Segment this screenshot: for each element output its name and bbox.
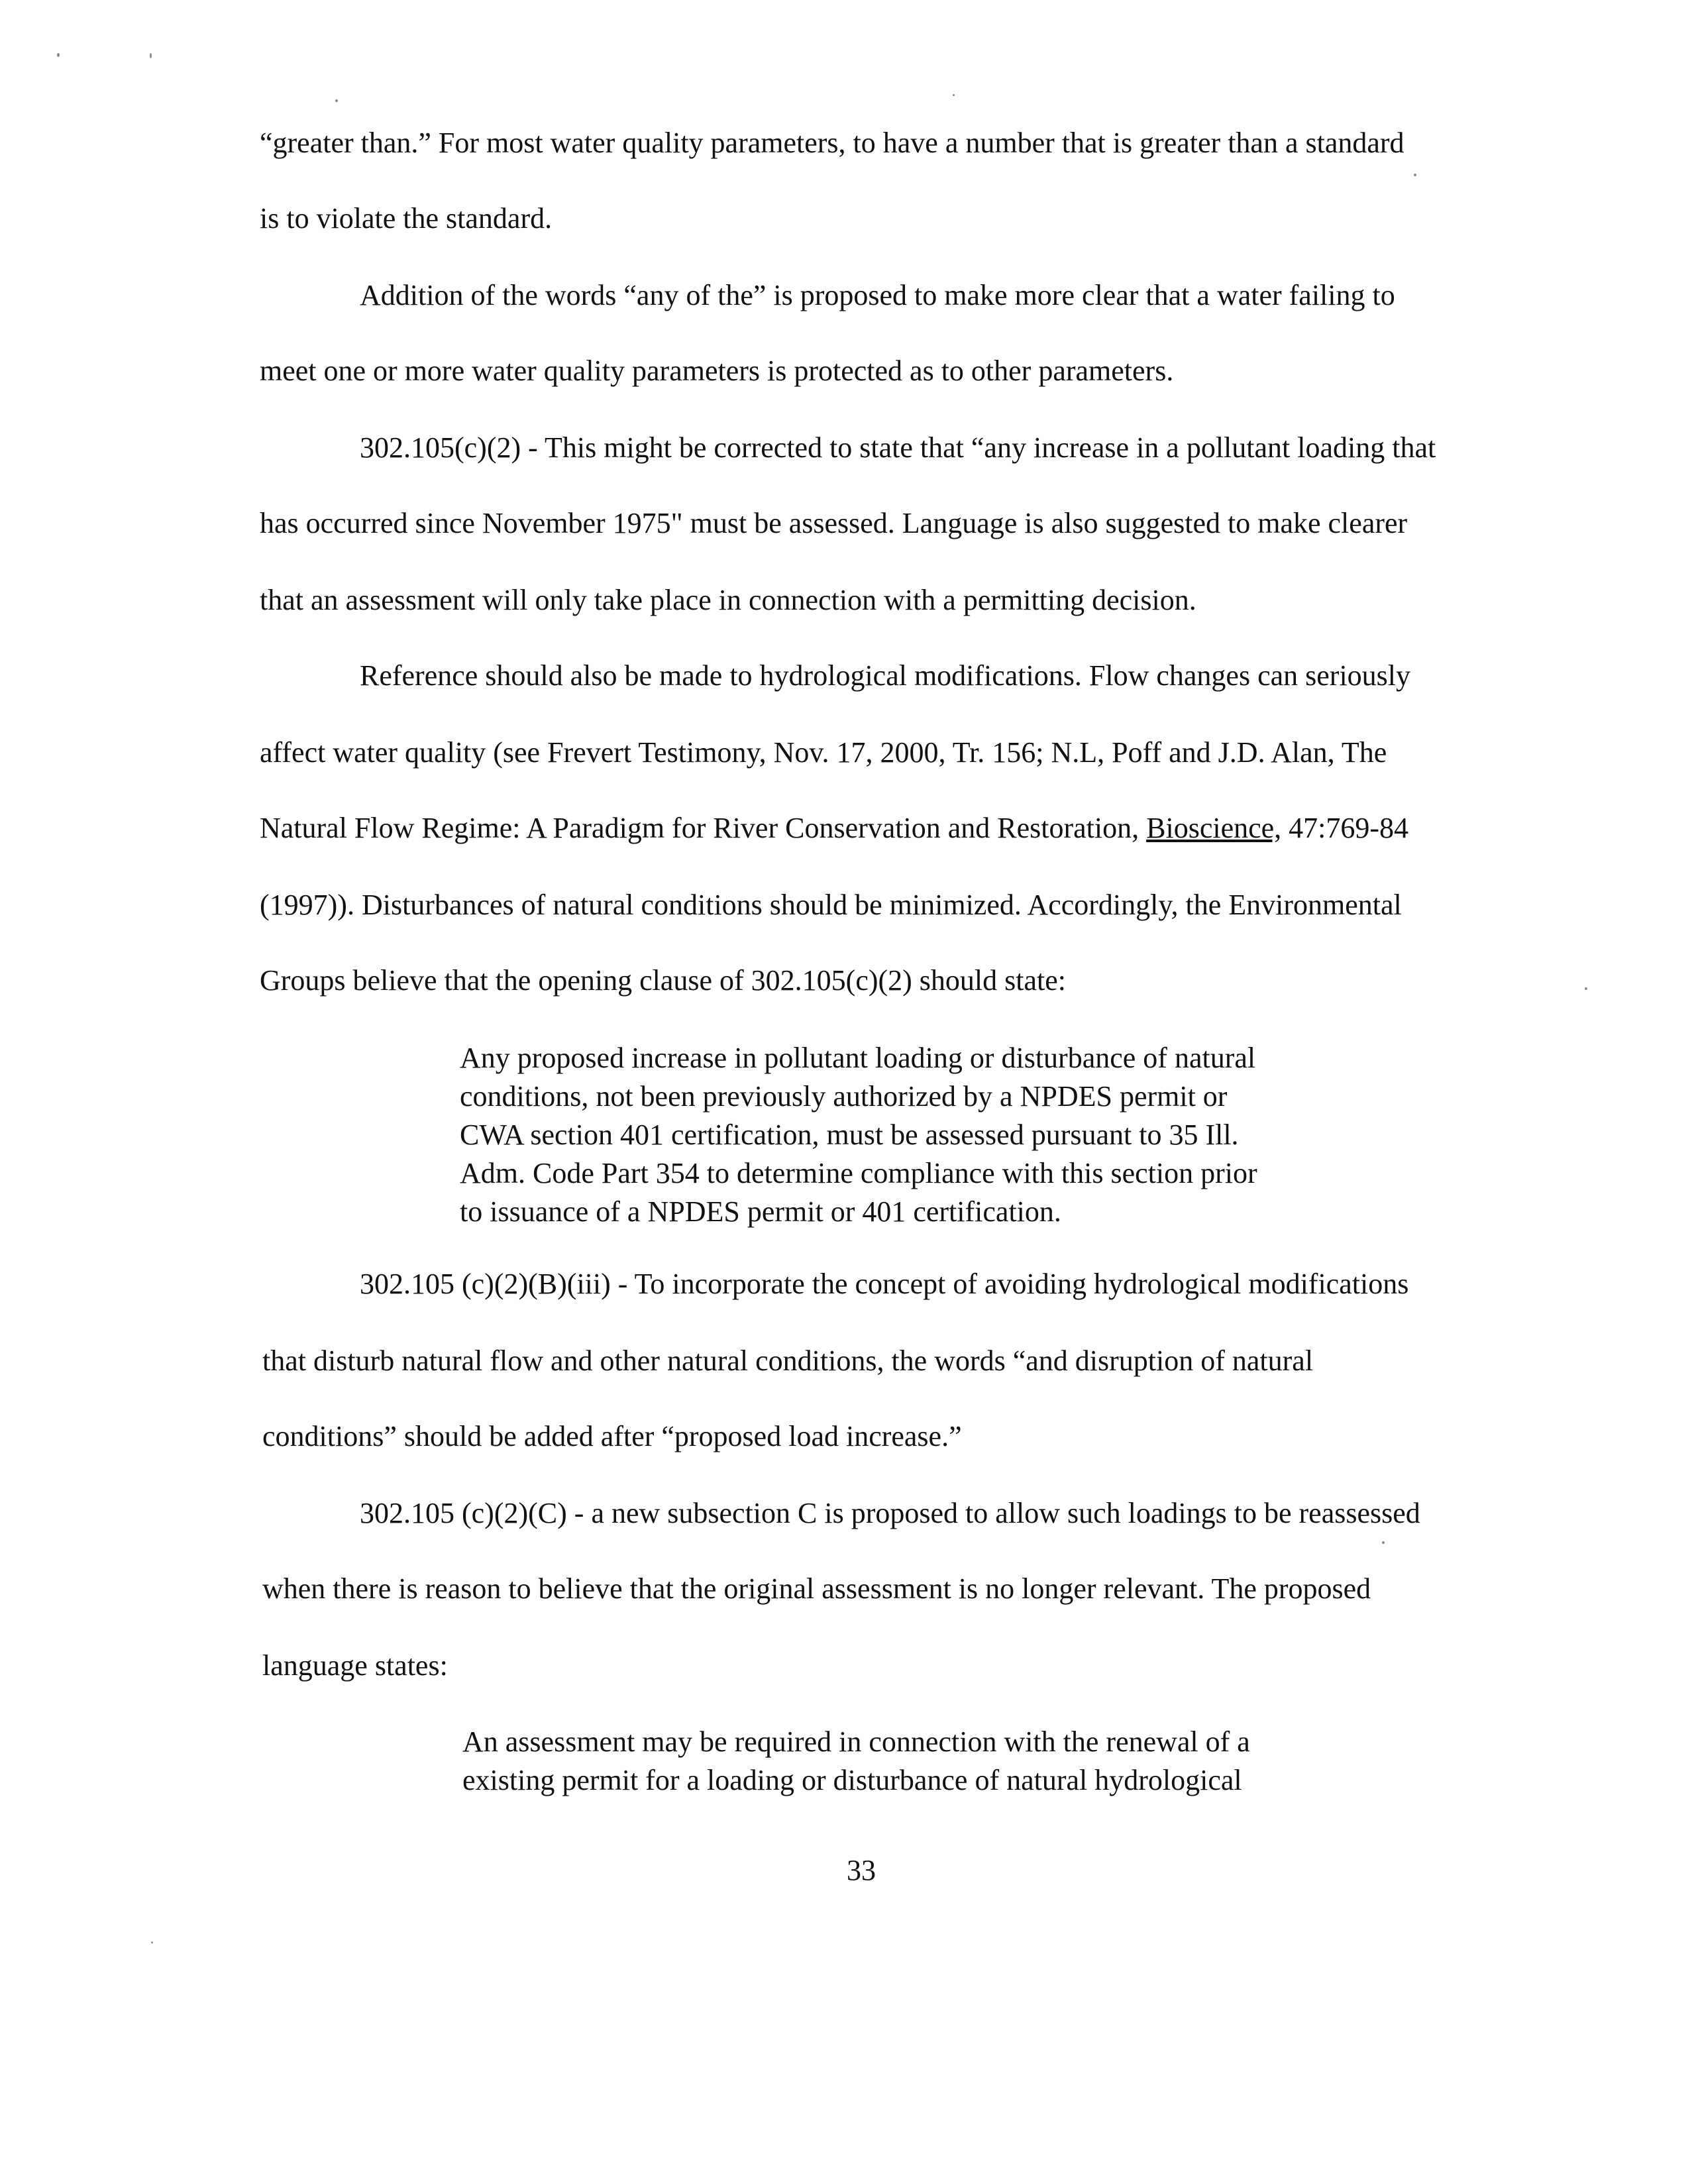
text-line: 302.105 (c)(2)(B)(iii) - To incorporate the concept of avoiding hydrological modifications	[360, 1268, 1409, 1300]
text-line: Reference should also be made to hydrological modifications. Flow changes can seriously	[360, 659, 1411, 692]
scan-speck	[1382, 1541, 1385, 1544]
scan-speck	[1414, 174, 1416, 176]
page-number: 33	[847, 1854, 876, 1886]
text-line: that disturb natural flow and other natural conditions, the words “and disruption of natural	[262, 1344, 1314, 1377]
text-line: language states:	[262, 1649, 448, 1682]
text-line: Groups believe that the opening clause of 302.105(c)(2) should state:	[260, 964, 1067, 997]
text-line: affect water quality (see Frevert Testimony, Nov. 17, 2000, Tr. 156; N.L, Poff and J.D. Alan, The	[260, 736, 1387, 769]
text-line: that an assessment will only take place in connection with a permitting decision.	[260, 584, 1196, 616]
text-line: meet one or more water quality parameters is protected as to other parameters.	[260, 355, 1174, 387]
scan-speck	[335, 99, 338, 102]
scan-speck	[953, 94, 955, 96]
quote-line: conditions, not been previously authorized by a NPDES permit or	[460, 1080, 1228, 1113]
quote-line: Any proposed increase in pollutant loading or disturbance of natural	[460, 1042, 1256, 1074]
quote-line: CWA section 401 certification, must be assessed pursuant to 35 Ill.	[460, 1119, 1239, 1151]
text-segment: Natural Flow Regime: A Paradigm for River Conservation and Restoration,	[260, 812, 1147, 844]
journal-title: Bioscience,	[1146, 812, 1282, 844]
quote-line: to issuance of a NPDES permit or 401 certification.	[460, 1195, 1061, 1228]
scan-speck	[150, 53, 152, 58]
scan-speck	[57, 53, 60, 57]
scan-speck	[1585, 987, 1587, 990]
quote-line: existing permit for a loading or disturbance of natural hydrological	[462, 1764, 1242, 1796]
text-line: is to violate the standard.	[260, 202, 553, 235]
text-line: conditions” should be added after “proposed load increase.”	[262, 1420, 962, 1452]
text-line: (1997)). Disturbances of natural conditions should be minimized. Accordingly, the Environmental	[260, 889, 1402, 921]
text-line: has occurred since November 1975" must be assessed. Language is also suggested to make clearer	[260, 507, 1408, 539]
text-line: when there is reason to believe that the original assessment is no longer relevant. The proposed	[262, 1572, 1371, 1605]
text-line: “greater than.” For most water quality parameters, to have a number that is greater than a standard	[260, 127, 1404, 159]
text-segment: 47:769-84	[1281, 812, 1409, 844]
text-line	[260, 810, 1408, 847]
scan-speck	[151, 1941, 153, 1943]
text-line: 302.105(c)(2) - This might be corrected to state that “any increase in a pollutant loading that	[360, 431, 1436, 464]
quote-line: Adm. Code Part 354 to determine compliance with this section prior	[460, 1157, 1257, 1189]
quote-line: An assessment may be required in connection with the renewal of a	[462, 1725, 1250, 1758]
text-line: Addition of the words “any of the” is proposed to make more clear that a water failing to	[360, 279, 1395, 311]
text-line: 302.105 (c)(2)(C) - a new subsection C is proposed to allow such loadings to be reassessed	[360, 1497, 1420, 1529]
